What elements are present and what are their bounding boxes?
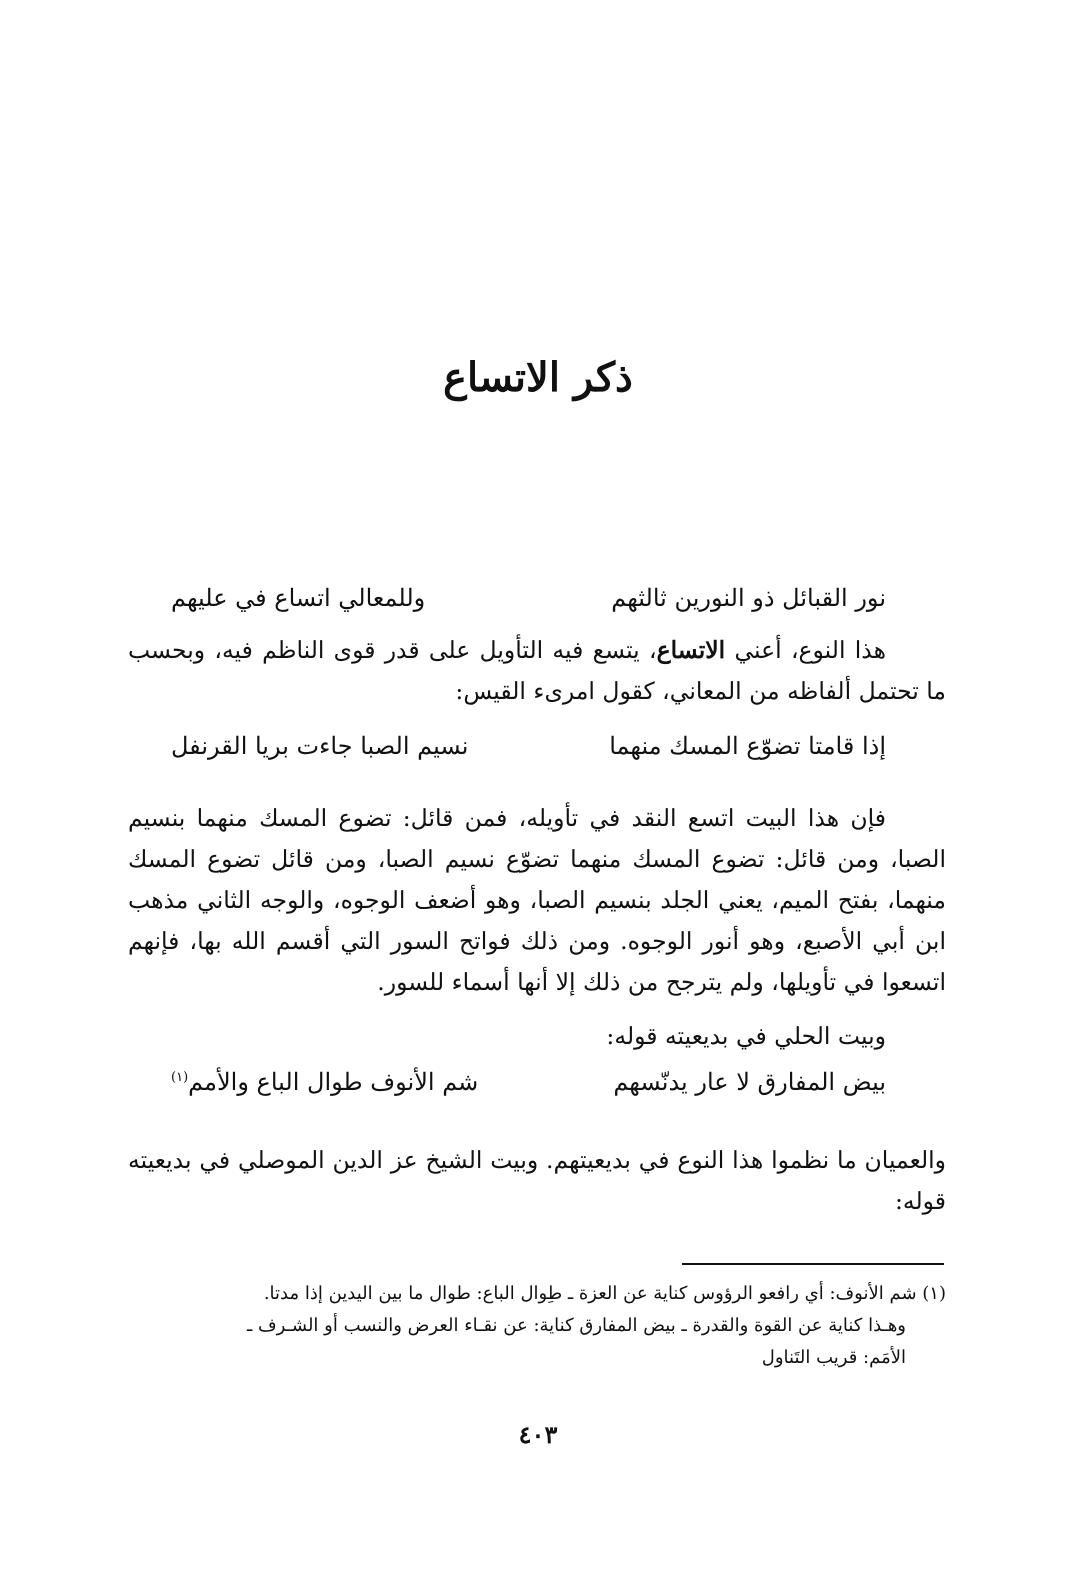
paragraph-1-after: ، يتسع فيه التأويل على قدر قوى الناظم فيه، وبحسب ما تحتمل ألفاظه من المعاني، كقول امرىء القيس: (128, 636, 946, 705)
footnote-line-2: وهـذا كناية عن القوة والقدرة ـ بيض المفارق كناية: عن نقـاء العرض والنسب أو الشـرف ـ (247, 1315, 906, 1336)
page-number: ٤٠٣ (518, 1420, 558, 1449)
term-ittisa: الاتساع (656, 636, 726, 664)
footnote-reference[interactable]: (١) (171, 1070, 189, 1085)
footnote-line-1: (١) شم الأنوف: أي رافعو الرؤوس كناية عن العزة ـ طِوال الباع: طوال ما بين اليدين إذا مدتا. (263, 1283, 946, 1304)
verse-3-second-text: شم الأنوف طوال الباع والأمم (188, 1068, 479, 1096)
verse-line-2 (171, 730, 886, 764)
paragraph-4: والعميان ما نظموا هذا النوع في بديعيتهم. وبيت الشيخ عز الدين الموصلي في بديعيته قوله: (128, 1146, 946, 1215)
verse-3-second-hemistich (171, 1066, 478, 1100)
chapter-title: ذكر الاتساع (443, 354, 633, 401)
verse-3-first-hemistich: بيض المفارق لا عار يدنّسهم (613, 1068, 886, 1096)
footnote-separator (682, 1263, 944, 1265)
paragraph-3: وبيت الحلي في بديعيته قوله: (606, 1022, 886, 1050)
verse-1-first-hemistich: نور القبائل ذو النورين ثالثهم (611, 584, 886, 612)
paragraph-1 (128, 630, 946, 712)
verse-line-1 (171, 582, 886, 616)
verse-2-first-hemistich: إذا قامتا تضوّع المسك منهما (609, 732, 886, 760)
paragraph-2: فإن هذا البيت اتسع النقد في تأويله، فمن قائل: تضوع المسك منهما بنسيم الصبا، ومن قائل: تضوع المسك منهما تضوّع نسيم الصبا، ومن قائل تضوع المسك منهما، بفتح الميم، يعني الجلد بنسيم الصبا، وهو أضعف الوجوه، والوجه الثاني مذهب ابن أبي الأصبع، وهو أنور الوجوه. ومن ذلك فواتح السور التي أقسم الله بها، فإنهم اتسعوا في تأويلها، ولم يترجح من ذلك إلا أنها أسماء للسور. (128, 804, 946, 996)
footnote (128, 1278, 946, 1374)
verse-line-3 (171, 1066, 886, 1100)
paragraph-1-before: هذا النوع، أعني (725, 636, 886, 664)
footnote-line-3: الأمَم: قريب التَناول (761, 1347, 906, 1368)
verse-2-second-hemistich: نسيم الصبا جاءت بريا القرنفل (171, 732, 469, 760)
verse-1-second-hemistich: وللمعالي اتساع في عليهم (171, 584, 426, 612)
